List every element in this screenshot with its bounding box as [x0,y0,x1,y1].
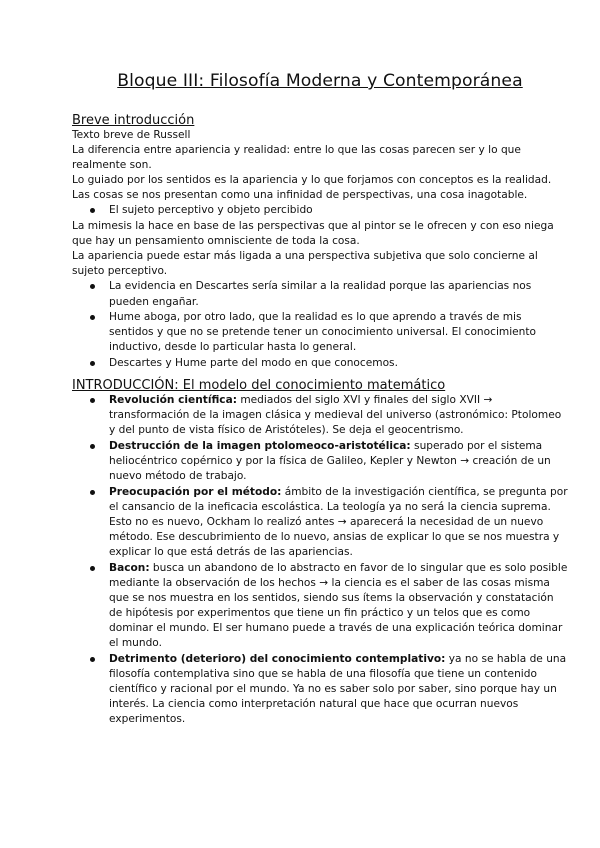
intro-line: Lo guiado por los sentidos es la apariencia y lo que forjamos con conceptos es la realidad. [72,174,552,187]
list-item [72,356,568,371]
bullet-icon [90,398,95,403]
item-term: Detrimento (deterioro) del conocimiento contemplativo: [109,652,446,665]
bullet-icon [90,444,95,449]
bullet-icon [90,284,95,289]
section2-list [72,393,568,727]
item-text: superado por el sistema heliocéntrico copérnico y por la física de Galileo, Kepler y Newton → creación de un nuevo método de trabajo. [109,439,551,482]
item-text: mediados del siglo XVI y finales del siglo XVII → transformación de la imagen clásica y medieval del universo (astronómico: Ptolomeo y del punto de vista físico de Aristóteles). Se deja el geocentrismo. [109,394,562,437]
intro-line: Las cosas se nos presentan como una infinidad de perspectivas, una cosa inagotable. [72,189,528,202]
list-item [72,310,568,355]
list-item [72,561,568,652]
intro-line: La diferencia entre apariencia y realidad: entre lo que las cosas parecen ser y lo que realmente son. [72,144,521,172]
bullet-icon [90,315,95,320]
bullet-icon [90,657,95,662]
item-term: Preocupación por el método: [109,485,282,498]
item-term: Destrucción de la imagen ptolomeoco-aristotélica: [109,439,411,452]
item-term: Revolución científica: [109,394,237,406]
list-item [72,279,568,309]
list-item [72,203,568,218]
intro-paragraph: La apariencia puede estar más ligada a una perspectiva subjetiva que solo concierne al sujeto perceptivo. [72,250,538,278]
page-title: Bloque III: Filosofía Moderna y Contemporánea [117,71,523,91]
list-item [72,652,568,727]
bullet-icon [90,208,95,213]
list-item [72,485,568,560]
section2-heading: INTRODUCCIÓN: El modelo del conocimiento matemático [72,378,446,393]
list-item [72,439,568,484]
list-item-text: La evidencia en Descartes sería similar a la realidad porque las apariencias nos pueden engañar. [109,280,532,308]
list-item-text: Descartes y Hume parte del modo en que conocemos. [109,356,398,369]
item-text: busca un abandono de lo abstracto en favor de lo singular que es solo posible mediante la observación de los hechos → la ciencia es el saber de las cosas misma que se nos muestra en los sentidos, siendo sus ítems la observación y constatación de hipótesis por experimentos que tiene un fin práctico y un telos que es como dominar el mundo. El ser humano puede a través de una explicación teórica dominar el mundo. [109,561,568,649]
intro-heading: Breve introducción [72,113,195,128]
intro-bullet-list-1 [72,203,568,218]
item-term: Bacon: [109,561,150,574]
bullet-icon [90,566,95,571]
bullet-icon [90,361,95,366]
item-text: ya no se habla de una filosofía contemplativa sino que se habla de una filosofía que tiene un contenido científico y racional por el mundo. Ya no es saber solo por saber, sino porque hay un interés. La ciencia como interpretación natural que hace que ocurran nuevos experimentos. [109,652,567,725]
list-item-text: El sujeto perceptivo y objeto percibido [109,204,313,217]
intro-paragraph: La mimesis la hace en base de las perspectivas que al pintor se le ofrecen y con eso niega que hay un pensamiento omnisciente de toda la cosa. [72,220,554,248]
intro-bullet-list-2 [72,279,568,371]
list-item [72,393,568,438]
intro-line: Texto breve de Russell [72,129,191,141]
list-item-text: Hume aboga, por otro lado, que la realidad es lo que aprendo a través de mis sentidos y que no se pretende tener un conocimiento universal. El conocimiento inductivo, desde lo particular hasta lo general. [109,311,537,354]
bullet-icon [90,490,95,495]
item-text: ámbito de la investigación científica, se pregunta por el cansancio de la ineficacia escolástica. La teología ya no será la ciencia suprema. Esto no es nuevo, Ockham lo realizó antes → aparecerá la necesidad de un nuevo método. Ese descubrimiento de lo nuevo, ansias de explicar lo que se nos muestra y explicar lo que está detrás de las apariencias. [109,485,568,558]
